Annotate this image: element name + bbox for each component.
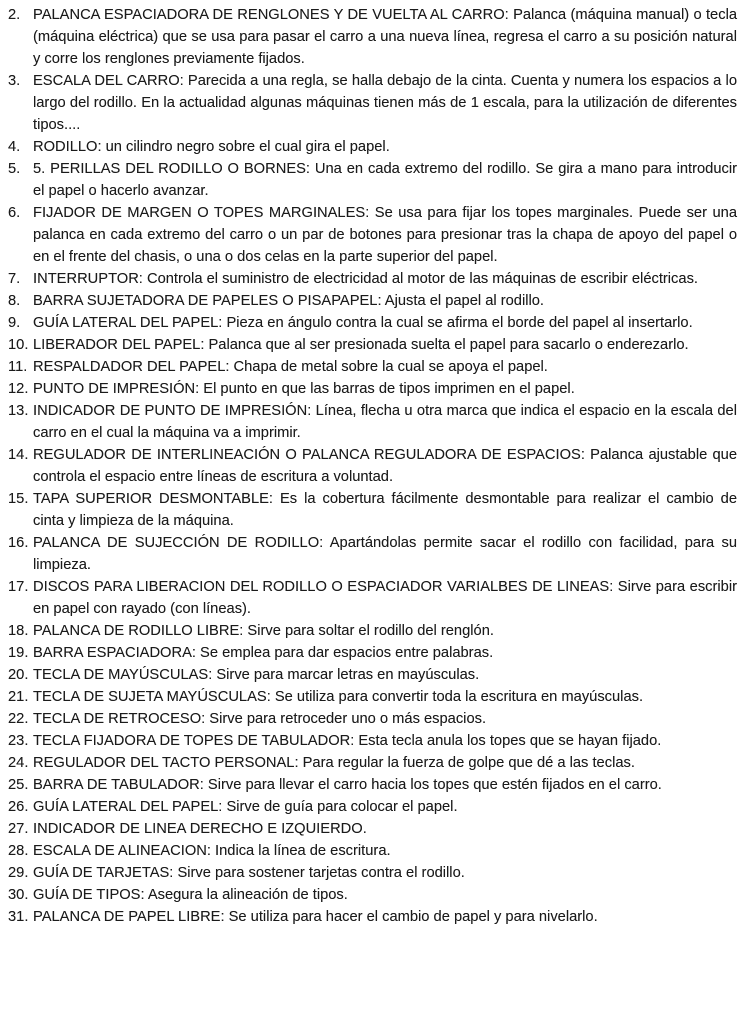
list-item bbox=[0, 356, 737, 378]
list-item-number: 20. bbox=[8, 667, 29, 683]
list-item bbox=[0, 532, 737, 576]
list-item-number: 12. bbox=[8, 381, 29, 397]
list-item-text: PALANCA DE SUJECCIÓN DE RODILLO: Apartándolas permite sacar el rodillo con facilidad, para su limpieza. bbox=[33, 535, 737, 573]
list-item-text: REGULADOR DEL TACTO PERSONAL: Para regular la fuerza de golpe que dé a las teclas. bbox=[33, 755, 635, 771]
list-item-text: PUNTO DE IMPRESIÓN: El punto en que las barras de tipos imprimen en el papel. bbox=[33, 381, 575, 397]
list-item-text: BARRA ESPACIADORA: Se emplea para dar espacios entre palabras. bbox=[33, 645, 494, 661]
list-item bbox=[0, 620, 737, 642]
list-item-number: 4. bbox=[8, 139, 21, 155]
list-item-number: 15. bbox=[8, 491, 29, 507]
list-item-text: INDICADOR DE PUNTO DE IMPRESIÓN: Línea, flecha u otra marca que indica el espacio en la escala del carro en el cual la máquina va a imprimir. bbox=[33, 403, 737, 441]
list-item-number: 28. bbox=[8, 843, 29, 859]
list-item bbox=[0, 70, 737, 136]
list-item bbox=[0, 818, 737, 840]
list-item bbox=[0, 884, 737, 906]
list-item-text: TECLA DE SUJETA MAYÚSCULAS: Se utiliza para convertir toda la escritura en mayúsculas. bbox=[33, 689, 644, 705]
list-item bbox=[0, 686, 737, 708]
list-item-text: LIBERADOR DEL PAPEL: Palanca que al ser presionada suelta el papel para sacarlo o enderezarlo. bbox=[33, 337, 689, 353]
list-item bbox=[0, 334, 737, 356]
list-item-text: REGULADOR DE INTERLINEACIÓN O PALANCA REGULADORA DE ESPACIOS: Palanca ajustable que controla el espacio entre líneas de escritura a voluntad. bbox=[33, 447, 737, 485]
list-item-text: GUÍA LATERAL DEL PAPEL: Pieza en ángulo contra la cual se afirma el borde del papel al insertarlo. bbox=[33, 315, 693, 331]
list-item bbox=[0, 400, 737, 444]
list-item-text: TECLA DE RETROCESO: Sirve para retroceder uno o más espacios. bbox=[33, 711, 487, 727]
list-item bbox=[0, 664, 737, 686]
list-item bbox=[0, 708, 737, 730]
list-item-text: ESCALA DE ALINEACION: Indica la línea de escritura. bbox=[33, 843, 391, 859]
list-item-text: GUÍA DE TIPOS: Asegura la alineación de tipos. bbox=[33, 887, 348, 903]
list-item-number: 30. bbox=[8, 887, 29, 903]
list-item-number: 18. bbox=[8, 623, 29, 639]
list-item bbox=[0, 840, 737, 862]
list-item-number: 27. bbox=[8, 821, 29, 837]
list-item-text: FIJADOR DE MARGEN O TOPES MARGINALES: Se usa para fijar los topes marginales. Puede ser una palanca en cada extremo del carro o un par de botones para presionar tras la chapa de apoyo del papel o en el frente del chasis, o una o dos celas en la parte superior del papel. bbox=[33, 205, 737, 265]
list-item-number: 25. bbox=[8, 777, 29, 793]
list-item-number: 29. bbox=[8, 865, 29, 881]
list-item-text: GUÍA DE TARJETAS: Sirve para sostener tarjetas contra el rodillo. bbox=[33, 865, 465, 881]
list-item bbox=[0, 158, 737, 202]
list-item-text: INDICADOR DE LINEA DERECHO E IZQUIERDO. bbox=[33, 821, 367, 837]
list-item bbox=[0, 268, 737, 290]
list-item-number: 22. bbox=[8, 711, 29, 727]
list-item bbox=[0, 862, 737, 884]
list-item-number: 16. bbox=[8, 535, 29, 551]
list-item bbox=[0, 642, 737, 664]
list-item-number: 21. bbox=[8, 689, 29, 705]
list-item-number: 26. bbox=[8, 799, 29, 815]
list-item-number: 3. bbox=[8, 73, 21, 89]
list-item-text: BARRA SUJETADORA DE PAPELES O PISAPAPEL: Ajusta el papel al rodillo. bbox=[33, 293, 545, 309]
list-item bbox=[0, 752, 737, 774]
list-item bbox=[0, 796, 737, 818]
list-item-text: BARRA DE TABULADOR: Sirve para llevar el carro hacia los topes que estén fijados en el carro. bbox=[33, 777, 662, 793]
list-item-text: INTERRUPTOR: Controla el suministro de electricidad al motor de las máquinas de escribir eléctricas. bbox=[33, 271, 698, 287]
list-item-text: TECLA FIJADORA DE TOPES DE TABULADOR: Esta tecla anula los topes que se hayan fijado. bbox=[33, 733, 662, 749]
list-item-text: 5. PERILLAS DEL RODILLO O BORNES: Una en cada extremo del rodillo. Se gira a mano para introducir el papel o hacerlo avanzar. bbox=[33, 161, 737, 199]
list-item-number: 8. bbox=[8, 293, 21, 309]
list-item-text: PALANCA DE PAPEL LIBRE: Se utiliza para hacer el cambio de papel y para nivelarlo. bbox=[33, 909, 598, 925]
list-item bbox=[0, 576, 737, 620]
list-item-number: 13. bbox=[8, 403, 29, 419]
list-item-text: ESCALA DEL CARRO: Parecida a una regla, se halla debajo de la cinta. Cuenta y numera los espacios a lo largo del rodillo. En la actualidad algunas máquinas tienen más de 1 escala, para la utilización de diferentes tipos.... bbox=[33, 73, 737, 133]
list-item-text: PALANCA DE RODILLO LIBRE: Sirve para soltar el rodillo del renglón. bbox=[33, 623, 494, 639]
list-item-number: 24. bbox=[8, 755, 29, 771]
list-item-number: 31. bbox=[8, 909, 29, 925]
list-item bbox=[0, 136, 737, 158]
list-item-number: 17. bbox=[8, 579, 29, 595]
list-item-text: PALANCA ESPACIADORA DE RENGLONES Y DE VUELTA AL CARRO: Palanca (máquina manual) o tecla (máquina eléctrica) que se usa para pasar el carro a una nueva línea, regresa el carro a su posición natural y corre los renglones previamente fijados. bbox=[33, 7, 737, 67]
list-item-number: 14. bbox=[8, 447, 29, 463]
list-item bbox=[0, 730, 737, 752]
list-item-number: 10. bbox=[8, 337, 29, 353]
list-item-number: 7. bbox=[8, 271, 21, 287]
list-item-text: TECLA DE MAYÚSCULAS: Sirve para marcar letras en mayúsculas. bbox=[33, 667, 480, 683]
list-item bbox=[0, 906, 737, 928]
list-item-number: 2. bbox=[8, 7, 21, 23]
typewriter-parts-list bbox=[0, 4, 737, 928]
list-item-text: RODILLO: un cilindro negro sobre el cual gira el papel. bbox=[33, 139, 390, 155]
list-item-number: 19. bbox=[8, 645, 29, 661]
list-item-number: 23. bbox=[8, 733, 29, 749]
list-item-number: 5. bbox=[8, 161, 21, 177]
list-item-text: DISCOS PARA LIBERACION DEL RODILLO O ESPACIADOR VARIALBES DE LINEAS: Sirve para escribir en papel con rayado (con líneas). bbox=[33, 579, 737, 617]
list-item-number: 9. bbox=[8, 315, 21, 331]
list-item-number: 6. bbox=[8, 205, 21, 221]
list-item-text: TAPA SUPERIOR DESMONTABLE: Es la cobertura fácilmente desmontable para realizar el cambio de cinta y limpieza de la máquina. bbox=[33, 491, 737, 529]
list-item-text: GUÍA LATERAL DEL PAPEL: Sirve de guía para colocar el papel. bbox=[33, 799, 458, 815]
list-item bbox=[0, 202, 737, 268]
list-item-number: 11. bbox=[8, 359, 28, 375]
list-item bbox=[0, 488, 737, 532]
list-item bbox=[0, 4, 737, 70]
list-item bbox=[0, 378, 737, 400]
list-item bbox=[0, 774, 737, 796]
list-item bbox=[0, 312, 737, 334]
list-item bbox=[0, 444, 737, 488]
list-item bbox=[0, 290, 737, 312]
list-item-text: RESPALDADOR DEL PAPEL: Chapa de metal sobre la cual se apoya el papel. bbox=[33, 359, 548, 375]
